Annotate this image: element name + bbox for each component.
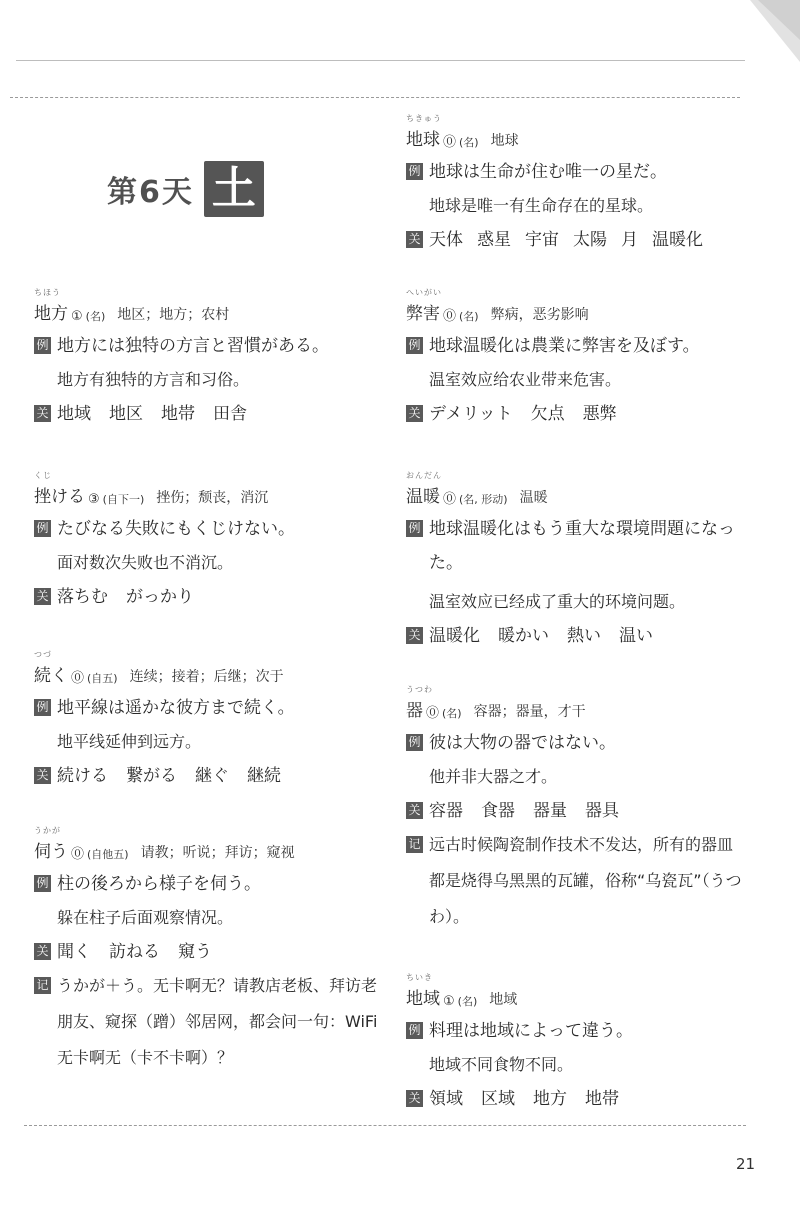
related-word: 継続 <box>247 766 281 786</box>
related-word: 田舎 <box>213 404 247 424</box>
related-tag: 关 <box>34 943 51 960</box>
related-word: 温い <box>619 626 653 646</box>
accent: ① <box>71 309 83 324</box>
related-tag: 关 <box>406 405 423 422</box>
related-word: 地方 <box>533 1089 567 1109</box>
meaning: 地域 <box>489 992 518 1008</box>
related-word: 食器 <box>481 801 515 821</box>
accent: ① <box>443 994 455 1009</box>
ruby: くじ <box>34 471 52 480</box>
ruby: ちほう <box>34 288 61 297</box>
headword-text: 弊害 <box>406 304 440 324</box>
related-words <box>406 624 756 648</box>
related-word: 落ちむ <box>57 587 108 607</box>
part-of-speech: (自下一) <box>102 493 145 506</box>
related-words <box>406 228 756 252</box>
mnemonic-note: 远古时候陶瓷制作技术不发达，所有的器皿都是烧得乌黑黑的瓦罐，俗称“乌瓷瓦”（うつわ）。 <box>429 835 742 926</box>
accent: ⓪ <box>443 309 457 324</box>
related-word: 器量 <box>533 801 567 821</box>
example-tag: 例 <box>34 520 51 537</box>
meaning: 温暖 <box>519 490 548 506</box>
example-cn: 他并非大器之才。 <box>429 767 558 786</box>
top-rule <box>16 60 745 61</box>
ruby: うかが <box>34 826 61 835</box>
example-cn: 躲在柱子后面观察情况。 <box>57 908 234 927</box>
related-words <box>34 585 394 609</box>
bottom-dashed-divider <box>24 1125 746 1126</box>
part-of-speech: (名) <box>85 310 106 323</box>
example-tag: 例 <box>406 1022 423 1039</box>
example-tag: 例 <box>34 337 51 354</box>
related-word: 容器 <box>429 801 463 821</box>
headword <box>406 973 440 1009</box>
related-word: がっかり <box>126 587 194 607</box>
meaning: 连续；接着；后继；次于 <box>129 669 284 685</box>
related-tag: 关 <box>406 1090 423 1107</box>
related-word: 太陽 <box>573 230 607 250</box>
related-word: 領域 <box>429 1089 463 1109</box>
accent: ⓪ <box>71 671 85 686</box>
headword <box>406 685 433 721</box>
related-word: 区域 <box>481 1089 515 1109</box>
example-jp: 料理は地域によって違う。 <box>429 1021 633 1041</box>
example-jp: 地球は生命が住む唯一の星だ。 <box>429 162 667 182</box>
example-jp: 地平線は遥かな彼方まで続く。 <box>57 698 295 718</box>
example-jp: 彼は大物の器ではない。 <box>429 733 616 753</box>
headword-text: 器 <box>406 701 423 721</box>
headword <box>406 288 442 324</box>
entry-chikyuu <box>406 116 756 252</box>
accent: ⓪ <box>443 492 457 507</box>
example-cn: 地球是唯一有生命存在的星球。 <box>429 196 654 215</box>
related-word: 聞く <box>57 942 91 962</box>
related-words <box>34 402 394 426</box>
example-jp: 地方には独特の方言と習慣がある。 <box>57 336 329 356</box>
entry-ukagau <box>34 828 394 1076</box>
headword <box>406 114 442 150</box>
related-word: 惑星 <box>477 230 511 250</box>
entry-kujikeru <box>34 473 394 609</box>
entry-utsuwa <box>406 687 756 935</box>
related-word: 続ける <box>57 766 108 786</box>
related-word: デメリット <box>429 404 513 424</box>
example-cn: 面对数次失败也不消沉。 <box>57 553 234 572</box>
note-tag: 记 <box>34 977 51 994</box>
example-tag: 例 <box>406 163 423 180</box>
ruby: うつわ <box>406 685 433 694</box>
ruby: おんだん <box>406 471 442 480</box>
example-jp: たびなる失敗にもくじけない。 <box>57 519 295 539</box>
related-tag: 关 <box>34 767 51 784</box>
note-tag: 记 <box>406 836 423 853</box>
example-jp: 地球温暖化は農業に弊害を及ぼす。 <box>429 336 700 356</box>
part-of-speech: (自五) <box>87 672 118 685</box>
headword <box>34 471 85 507</box>
related-word: 月 <box>621 230 638 250</box>
related-word: 宇宙 <box>525 230 559 250</box>
related-tag: 关 <box>406 231 423 248</box>
meaning: 弊病，恶劣影响 <box>490 307 589 323</box>
headword-text: 地域 <box>406 989 440 1009</box>
related-word: 地帯 <box>161 404 195 424</box>
related-tag: 关 <box>406 627 423 644</box>
example-jp: 柱の後ろから様子を伺う。 <box>57 874 261 894</box>
related-word: 訪ねる <box>109 942 160 962</box>
entry-chihou <box>34 290 394 426</box>
headword-text: 温暖 <box>406 487 440 507</box>
example-tag: 例 <box>406 520 423 537</box>
headword <box>34 650 68 686</box>
ruby: ちきゅう <box>406 114 442 123</box>
headword-text: 続く <box>34 666 68 686</box>
related-word: 天体 <box>429 230 463 250</box>
related-word: 欠点 <box>530 404 565 424</box>
example-cn: 地域不同食物不同。 <box>429 1055 574 1074</box>
example-tag: 例 <box>406 337 423 354</box>
example-cn: 地平线延伸到远方。 <box>57 732 202 751</box>
headword-text: 地方 <box>34 304 68 324</box>
related-word: 繋がる <box>126 766 177 786</box>
example-cn: 温室效应已经成了重大的环境问题。 <box>429 592 686 611</box>
related-tag: 关 <box>34 588 51 605</box>
ruby: つづ <box>34 650 52 659</box>
ruby: ちいき <box>406 973 433 982</box>
part-of-speech: (名, 形动) <box>459 493 508 506</box>
headword <box>406 471 442 507</box>
headword <box>34 288 68 324</box>
related-words <box>406 402 756 426</box>
meaning: 挫伤；颓丧，消沉 <box>156 490 269 506</box>
related-word: 器具 <box>585 801 619 821</box>
headword-text: 挫ける <box>34 487 85 507</box>
related-word: 暖かい <box>498 626 549 646</box>
headword-text: 伺う <box>34 842 68 862</box>
example-cn: 地方有独特的方言和习俗。 <box>57 370 250 389</box>
related-word: 窺う <box>178 942 212 962</box>
day-label: 第6天 <box>107 175 194 210</box>
entry-heigai <box>406 290 756 426</box>
meaning: 请教；听说；拜访；窥视 <box>140 845 295 861</box>
related-words <box>34 940 394 964</box>
part-of-speech: (自他五) <box>87 848 129 861</box>
accent: ⓪ <box>426 706 440 721</box>
example-tag: 例 <box>34 875 51 892</box>
example-jp: 地球温暖化はもう重大な環境問題になった。 <box>429 519 735 573</box>
related-word: 温暖化 <box>652 230 703 250</box>
related-tag: 关 <box>406 802 423 819</box>
related-word: 継ぐ <box>195 766 229 786</box>
example-tag: 例 <box>34 699 51 716</box>
related-word: 熱い <box>567 626 601 646</box>
page-number: 21 <box>736 1155 756 1173</box>
meaning: 容器；器量，才干 <box>473 704 586 720</box>
related-word: 地域 <box>57 404 91 424</box>
example-cn: 温室效应给农业带来危害。 <box>429 370 622 389</box>
related-word: 温暖化 <box>429 626 480 646</box>
related-words <box>406 799 756 823</box>
related-word: 悪弊 <box>582 404 617 424</box>
part-of-speech: (名) <box>442 707 462 720</box>
accent: ⓪ <box>71 847 85 862</box>
headword <box>34 826 68 862</box>
part-of-speech: (名) <box>459 136 479 149</box>
related-word: 地帯 <box>585 1089 619 1109</box>
related-words <box>34 764 394 788</box>
entry-tsuzuku <box>34 652 394 788</box>
example-tag: 例 <box>406 734 423 751</box>
entry-ondan <box>406 473 756 648</box>
meaning: 地球 <box>490 133 519 149</box>
related-tag: 关 <box>34 405 51 422</box>
related-words <box>406 1087 756 1111</box>
meaning: 地区；地方；农村 <box>117 307 230 323</box>
day-kanji-box: 土 <box>204 161 264 217</box>
mnemonic-note: うかが＋う。无卡啊无？请教店老板、拜访老朋友、窥探（蹭）邻居网，都会问一句：WiFi 无卡啊无（卡不卡啊）？ <box>57 976 378 1067</box>
part-of-speech: (名) <box>459 310 479 323</box>
accent: ③ <box>88 492 100 507</box>
top-dashed-divider <box>10 97 740 98</box>
accent: ⓪ <box>443 135 457 150</box>
headword-text: 地球 <box>406 130 440 150</box>
ruby: へいがい <box>406 288 442 297</box>
entry-chiiki <box>406 975 756 1111</box>
day-title <box>107 160 264 218</box>
part-of-speech: (名) <box>457 995 478 1008</box>
related-word: 地区 <box>109 404 143 424</box>
